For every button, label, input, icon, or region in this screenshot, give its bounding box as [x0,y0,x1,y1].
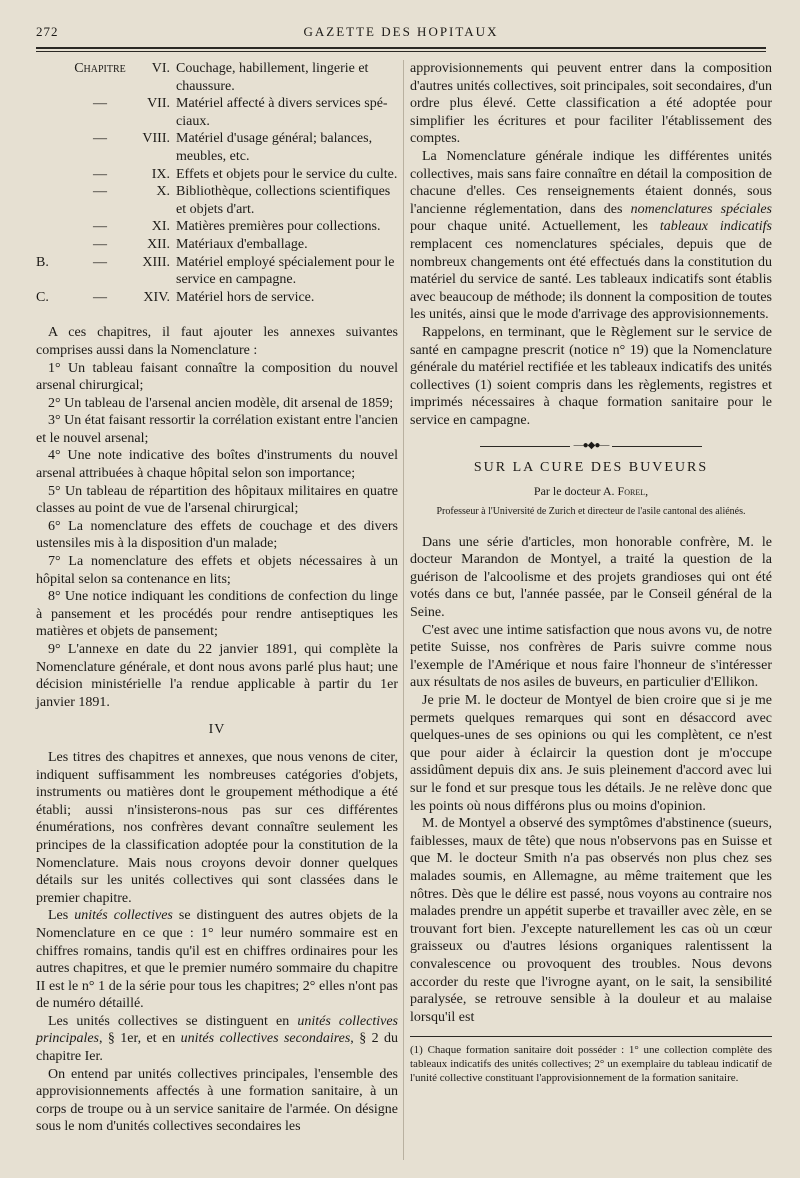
annex-item: 2° Un tableau de l'arsenal ancien modèle, dit arsenal de 1859; [48,395,394,411]
toc-row [36,130,398,148]
toc-section-letter: B. [36,254,49,270]
paragraph: M. de Montyel a observé des symptômes d'abstinence (sueurs, faiblesses, maux de tête) que nous n'observons pas en Suisse et que M. le docteur Smith n'a pas observés non plus chez ses malades soumis, en Allemagne, au même traitement que les nôtres. Dès que le délire est passé, nous voyons au contraire nos malades prendre un appétit superbe et travailler avec zèle, en se trouvant fort bien. J'excepte naturellement les cas où un cœur graisseux ou d'autres lésions organiques ralentissent la convalescence ou provoquent des troubles. Nous devons accorder du reste que l'ivrogne ayant, on le sait, la sensibilité paralysée, se retrouve sensible à la douleur et au malaise lorsqu'il est [410,816,772,1025]
toc-label: — [93,236,107,252]
toc-row [36,254,398,272]
toc-title-cont: et objets d'art. [176,201,255,217]
text-run: La Nomenclature générale indique les différentes unités collectives, mais sans faire connaître en détail la composition de chacune d'elles. Ces renseignements étaient donnés, sous l'ancienne réglementation, dans des [410,148,772,217]
paragraph: Les titres des chapitres et annexes, que nous venons de citer, indiquent suffisamment les nombreuses catégories d'objets, instruments ou matières dont le groupement méthodique a été établi; aussi n'insisterons-nous pas sur ces différentes énumérations, nos confrères devant connaître seulement les principes de la classification adoptée pour la constitution de la Nomenclature. Mais nous croyons devoir donner quelques détails sur les unités collectives qui sont classées dans le premier chapitre. [36,749,398,906]
toc-section-letter [36,236,70,254]
toc-title: Couchage, habillement, lingerie et [176,61,369,76]
toc-label: — [93,96,107,112]
emphasis: unités collectives principales [36,1013,398,1047]
toc-section-letter [36,60,70,78]
author-name: Forel [617,484,646,499]
toc-label: — [93,254,107,270]
toc-title: Effets et objets pour le service du culte. [176,166,398,182]
toc-title: Bibliothèque, collections scientifiques [176,184,391,200]
toc-numeral: XIII. [142,254,170,270]
left-column [36,60,398,1136]
paragraph: approvisionnements qui peuvent entrer dans la composition d'autres unités collectives, soit principales, soit secondaires, d'un ordre plus élevé. Cette classification a été adoptée pour simplifier les écritures et pour faciliter l'établissement des comptes. [410,61,772,147]
header-rule [36,47,766,49]
text-run: , § 2 du chapitre Ier. [36,1031,398,1065]
toc-numeral: VIII. [142,131,170,147]
section-heading: IV [208,722,226,738]
toc-row [36,236,398,254]
paragraph [410,148,772,324]
text-run: , § 1er, et en [99,1031,181,1047]
toc-title: Matériel hors de service. [176,289,315,305]
annex-item: 3° Un état faisant ressortir la corrélation existant entre l'ancien et le nouvel arsenal; [36,413,398,446]
section-separator [410,437,772,457]
toc-title: Matériel d'usage général; balances, [176,131,373,147]
toc-label: — [93,166,107,182]
text-run: se distinguent des autres objets de la Nomenclature en ce que : 1° leur numéro sommaire est en chiffres romains, tandis qu'il est en chiffres ordinaires pour les autres chapitres, et que le premier numéro sommaire du chapitre II est le n° 1 de la série pour tous les chapitres; 2° elles n'ont pas de numéro détaillé. [36,908,398,1012]
toc-section-letter [36,218,70,236]
emphasis: unités collectives [74,908,173,924]
article-title: SUR LA CURE DES BUVEURS [473,460,709,476]
emphasis: unités collectives secondaires [180,1031,351,1047]
toc-numeral: IX. [151,166,170,182]
journal-title: GAZETTE DES HOPITAUX [303,24,499,39]
toc-section-letter: C. [36,289,49,305]
column-divider [403,60,404,1160]
toc-section-letter [36,130,70,148]
toc-numeral: VI. [151,61,170,76]
toc-label: — [93,131,107,147]
toc-numeral: XIV. [143,289,170,305]
toc-row [36,218,398,236]
toc-title-cont: meubles, etc. [176,148,250,164]
toc-numeral: XI. [151,219,170,235]
byline [410,483,772,501]
annex-item: 7° La nomenclature des effets et objets nécessaires à un hôpital selon sa contenance en lits; [36,554,398,587]
page-number: 272 [36,24,59,39]
text-run: pour chaque unité. Actuellement, les [410,219,660,235]
toc-row [36,183,398,201]
text-run: remplacent ces nomenclatures spéciales, depuis que de nombreux changements ont été effectués dans la constitution du matériel du service de santé. Les tableaux indicatifs sont établis avec beaucoup de méthode; ils donnent la composition de toutes les unités, ainsi que le mode d'arrivage des approvisionnements. [410,236,772,323]
toc-section-letter [36,166,70,184]
toc-title-cont: service en campagne. [176,272,297,288]
text-run: Les unités collectives se distinguent en [48,1013,298,1029]
paragraph: Rappelons, en terminant, que le Règlement sur le service de santé en campagne prescrit (notice n° 19) que la Nomenclature générale du matériel rectifiée et les tableaux indicatifs des unités collectives (1) soient compris dans les règlements, registres et imprimés nécessaires à chaque formation sanitaire pour le service en campagne. [410,324,772,428]
emphasis: tableaux indicatifs [659,219,772,235]
annex-item: 4° Une note indicative des boîtes d'instruments du nouvel arsenal attribuées à chaque hôpital selon son importance; [36,448,398,482]
toc-row [36,289,398,307]
toc-title: Matières premières pour collections. [176,219,381,235]
annex-item: 8° Une notice indiquant les conditions de confection du linge à pansement et les procédés pour rendre antiseptiques les matières et objets de pansement; [36,589,398,640]
text-run: Les [48,908,75,924]
annex-intro: A ces chapitres, il faut ajouter les annexes suivantes comprises aussi dans la Nomenclature : [36,325,398,358]
running-header [36,20,766,44]
footnote-rule [410,1036,772,1037]
annex-item: 6° La nomenclature des effets de couchage et des divers ustensiles mis à la disposition d'un malade; [36,518,398,552]
paragraph: On entend par unités collectives principales, l'ensemble des approvisionnements affectés à une formation sanitaire, à un corps de troupe ou à un service sanitaire de l'armée. On désigne sous le nom d'unités collectives secondaires les [36,1066,398,1135]
toc-label: — [93,219,107,235]
paragraph [36,907,398,1013]
author-affiliation: Professeur à l'Université de Zurich et directeur de l'asile cantonal des aliénés. [436,505,746,517]
toc-section-letter [36,183,70,201]
toc-label: Chapitre [74,61,126,76]
toc-title: Matériel affecté à divers services spé- [176,96,388,112]
byline-text: Par le docteur A. [533,484,618,499]
toc-label: — [93,289,107,305]
paragraph: C'est avec une intime satisfaction que nous avons vu, de notre petite Suisse, nos confrères de Paris suivre comme nous l'exemple de l'Amérique et nous faire l'honneur de s'intéresser aux résultats de nos asiles de buveurs, en particulier d'Ellikon. [410,622,772,691]
footnote: (1) Chaque formation sanitaire doit posséder : 1° une collection complète des tableaux indicatifs des unités collectives; 2° un exemplaire du tableau indicatif de l'unité collective constituant l'approvisionnement de la formation sanitaire. [410,1044,772,1085]
right-column [410,60,772,1085]
toc-numeral: X. [156,184,170,200]
paragraph: Je prie M. le docteur de Montyel de bien croire que si je me permets quelques remarques qui sont en désaccord avec quelques-unes de ses opinions ou qui les complètent, ce n'est que pour aider à éclaircir la question dont je m'occupe assidûment depuis dix ans. Je suis pleinement d'accord avec lui sur le fond et sur presque tous les détails. Je ne relève donc que les points où nous différons plus ou moins d'opinion. [410,693,772,814]
toc-section-letter [36,95,70,113]
byline-text: , [645,484,649,499]
emphasis: nomenclatures spéciales [630,201,772,217]
header-rule-thin [36,51,766,52]
toc-numeral: XII. [147,236,170,252]
toc-row [36,166,398,184]
toc-title: Matériel employé spécialement pour le [176,254,395,270]
annex-item: 9° L'annexe en date du 22 janvier 1891, qui complète la Nomenclature générale, et dont nous avons parlé plus haut; une décision ministérielle l'a rendue applicable à partir du 1er janvier 1891. [36,642,398,710]
annex-item: 5° Un tableau de répartition des hôpitaux militaires en quatre classes au point de vue de l'arsenal chirurgical; [36,483,398,517]
separator-ornament: —●◆●— [410,437,772,455]
toc-row [36,60,398,78]
toc-title-cont: chaussure. [176,78,235,94]
toc-numeral: VII. [147,96,170,112]
toc-title: Matériaux d'emballage. [176,236,308,252]
toc-row [36,95,398,113]
paragraph: Dans une série d'articles, mon honorable confrère, M. le docteur Marandon de Montyel, a traité la question de la guérison de l'alcoolisme et des projets grandioses qui ont été votés dans ce but, l'année passée, par le Conseil général de la Seine. [410,534,772,621]
toc-label: — [93,184,107,200]
paragraph [36,1013,398,1066]
toc-title-cont: ciaux. [176,113,210,129]
chapter-list [36,60,398,306]
annex-item: 1° Un tableau faisant connaître la composition du nouvel arsenal chirurgical; [36,360,398,394]
